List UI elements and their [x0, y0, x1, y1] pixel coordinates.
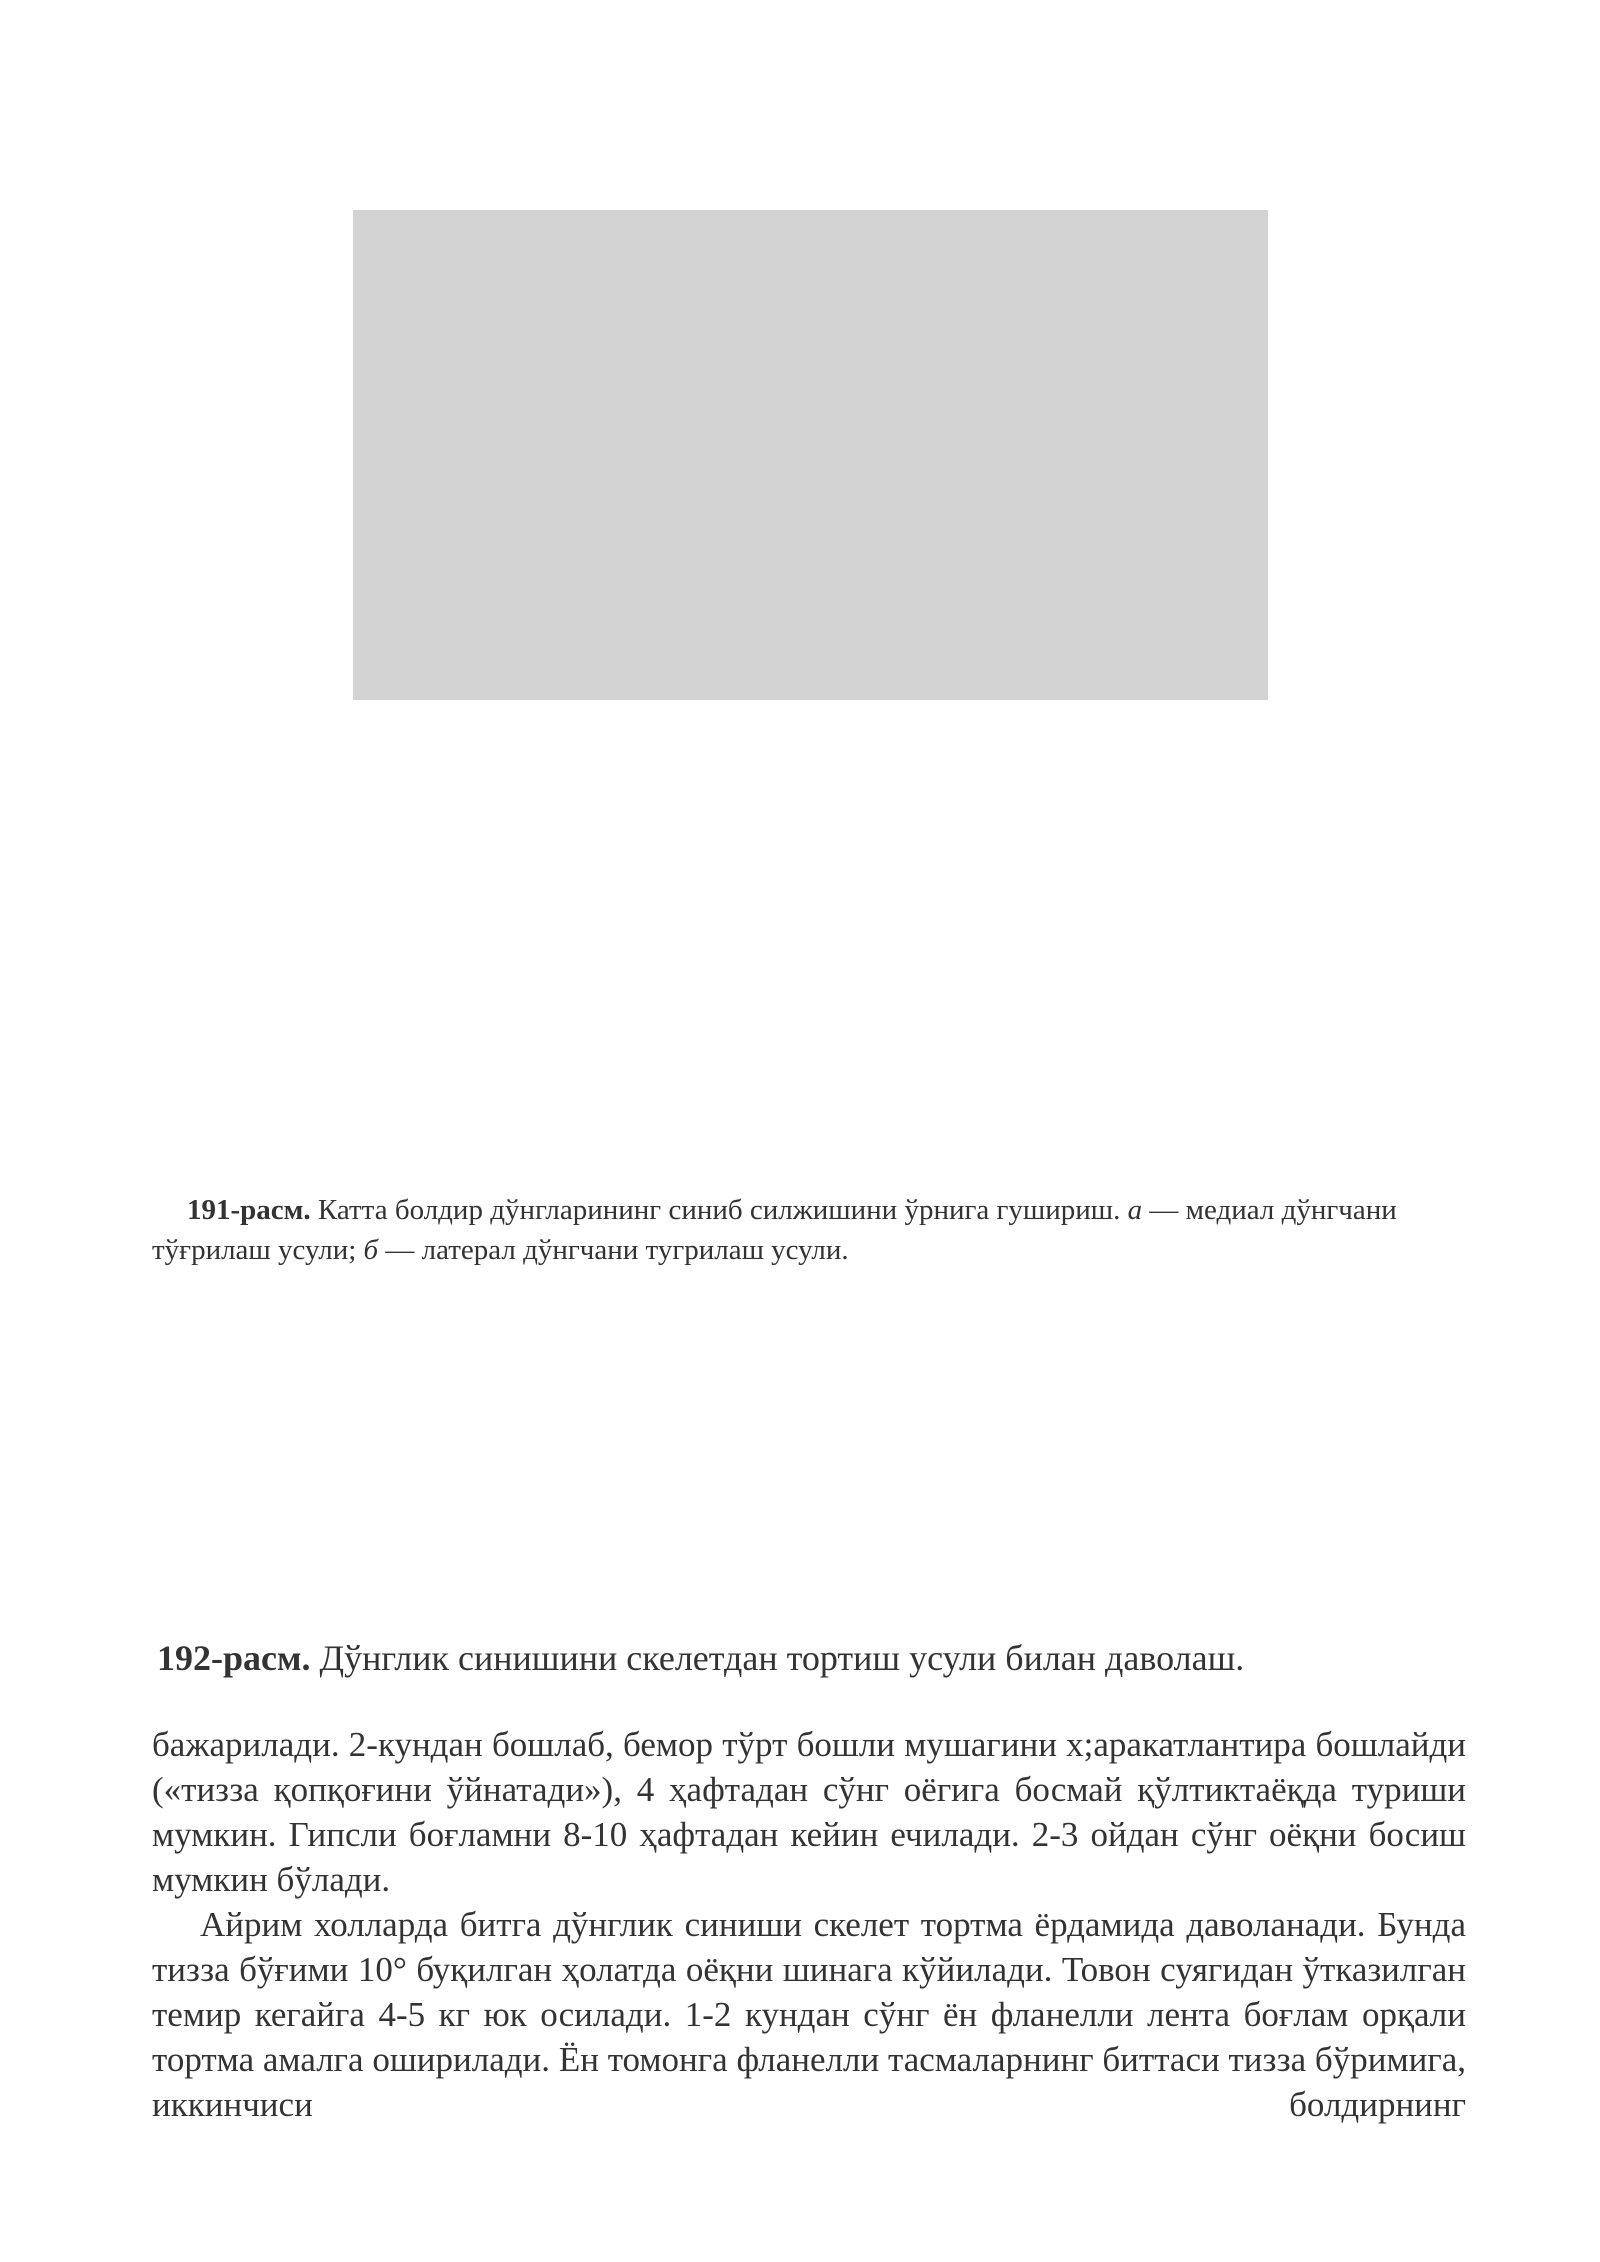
figure-191-text-3: — латерал дўнгчани тугрилаш усули.: [378, 1234, 849, 1266]
body-paragraph-2: Айрим холларда битга дўнглик синиши скелет тортма ёрдамида даволанади. Бунда тизза бўғими 10° буқилган ҳолатда оёқни шинага кўйилади. Товон суягидан ўтказилган темир кегайга 4-5 кг юк осилади. 1-2 кундан сўнг ён фланелли лента боғлам орқали тортма амалга оширилади. Ён томонга фланелли тасмаларнинг биттаси тизза бўримига, иккинчиси болдирнинг: [152, 1905, 1466, 2124]
figure-191-part-a: а: [1127, 1194, 1143, 1226]
figure-192-label: 192-расм.: [157, 1638, 311, 1678]
figure-191-text-2: — медиал дўнгчани тўғрилаш усули;: [152, 1194, 1397, 1266]
figure-191-caption: [152, 1190, 1447, 1270]
figure-191-label: 191-расм.: [187, 1194, 311, 1226]
figure-192-text: Дўнглик синишини скелетдан тортиш усули билан даволаш.: [310, 1638, 1245, 1678]
body-paragraph-1: бажарилади. 2-кундан бошлаб, бемор тўрт бошли мушагини х;аракатлантира бошлайди («тизза қопқоғини ўйнатади»), 4 ҳафтадан сўнг оёгига босмай қўлтиктаёқда туриши мумкин. Гипсли боғламни 8-10 ҳафтадан кейин ечилади. 2-3 ойдан сўнг оёқни босиш мумкин бўлади.: [152, 1725, 1466, 1899]
figure-191-text-1: Катта болдир дўнгларининг синиб силжишини ўрнига гушириш.: [310, 1194, 1128, 1226]
figure-191-image: [353, 210, 1268, 700]
figure-192-caption: [157, 1633, 1457, 1683]
body-text: [152, 1722, 1466, 2127]
figure-191-part-b: б: [363, 1234, 379, 1266]
